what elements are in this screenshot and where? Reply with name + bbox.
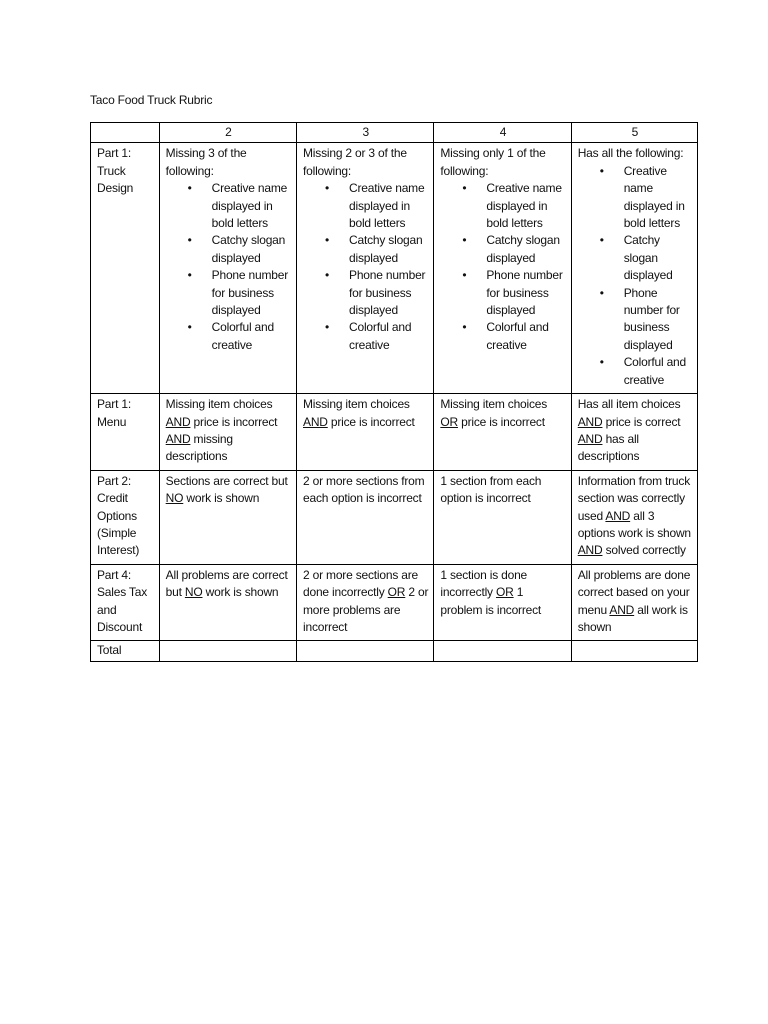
criteria-item xyxy=(166,319,291,354)
criteria-cell xyxy=(434,394,571,471)
bullet-icon: • xyxy=(599,233,604,248)
criteria-item-text: Colorful and creative xyxy=(349,320,412,352)
underlined-keyword: AND xyxy=(577,414,603,429)
criteria-lead: Has all the following: xyxy=(577,146,684,161)
criteria-item-text: Phone number for business displayed xyxy=(211,268,288,318)
header-cell-score-4: 4 xyxy=(434,123,571,143)
criteria-item-text: Creative name displayed in bold letters xyxy=(623,163,685,231)
criteria-text: 1 section is done incorrectly xyxy=(440,567,528,600)
criteria-cell xyxy=(434,564,571,641)
underlined-keyword: AND xyxy=(165,431,191,446)
row-label: Part 2: Credit Options (Simple Interest) xyxy=(91,470,160,564)
criteria-item-text: Colorful and creative xyxy=(211,320,274,352)
criteria-text: 1 problem is incorrect xyxy=(440,585,542,617)
row-label: Part 4: Sales Tax and Discount xyxy=(91,564,160,641)
criteria-text: price is incorrect xyxy=(457,414,545,429)
row-menu xyxy=(91,394,698,471)
criteria-text: solved correctly xyxy=(602,543,686,558)
criteria-item xyxy=(303,319,428,354)
criteria-item xyxy=(440,180,565,232)
row-credit-options xyxy=(91,470,698,564)
bullet-icon: • xyxy=(187,320,192,335)
total-cell-score-2[interactable] xyxy=(159,641,296,661)
criteria-text: 1 section from each option is incorrect xyxy=(440,473,542,506)
criteria-text: 2 or more problems are incorrect xyxy=(303,585,429,634)
criteria-cell xyxy=(571,564,697,641)
criteria-item-text: Phone number for business displayed xyxy=(486,268,563,318)
criteria-text: All problems are correct but xyxy=(165,567,288,600)
criteria-cell xyxy=(571,394,697,471)
criteria-cell xyxy=(159,564,296,641)
criteria-cell xyxy=(571,470,697,564)
criteria-item xyxy=(578,232,692,284)
criteria-text: Missing item choices xyxy=(440,397,548,412)
criteria-cell xyxy=(159,143,296,394)
underlined-keyword: AND xyxy=(605,508,631,523)
criteria-cell xyxy=(434,143,571,394)
criteria-item-text: Catchy slogan displayed xyxy=(623,233,673,283)
bullet-icon: • xyxy=(325,268,330,283)
criteria-cell xyxy=(571,143,697,394)
criteria-cell xyxy=(297,564,434,641)
row-label: Part 1: Truck Design xyxy=(91,143,160,394)
criteria-item-text: Catchy slogan displayed xyxy=(211,233,286,265)
criteria-text: has all descriptions xyxy=(577,431,640,464)
criteria-item xyxy=(303,267,428,319)
criteria-text: missing descriptions xyxy=(165,431,233,464)
criteria-item-text: Phone number for business displayed xyxy=(623,285,680,352)
criteria-cell xyxy=(434,470,571,564)
underlined-keyword: NO xyxy=(165,491,184,506)
criteria-text: Missing item choices xyxy=(303,397,410,412)
bullet-icon: • xyxy=(325,320,330,335)
criteria-list xyxy=(578,163,692,389)
criteria-text: price is incorrect xyxy=(190,414,278,429)
underlined-keyword: AND xyxy=(303,414,328,429)
header-cell-score-2: 2 xyxy=(159,123,296,143)
criteria-lead: Missing 2 or 3 of the following: xyxy=(303,146,407,178)
criteria-list xyxy=(303,180,428,354)
row-truck-design xyxy=(91,143,698,394)
bullet-icon: • xyxy=(325,233,330,248)
criteria-item-text: Phone number for business displayed xyxy=(349,268,426,318)
row-label: Part 1: Menu xyxy=(91,394,160,471)
criteria-item xyxy=(303,232,428,267)
header-row xyxy=(91,123,698,143)
criteria-item-text: Colorful and creative xyxy=(486,320,549,352)
criteria-item xyxy=(166,180,291,232)
criteria-text: price is correct xyxy=(602,414,681,429)
bullet-icon: • xyxy=(187,233,192,248)
bullet-icon: • xyxy=(462,181,467,196)
bullet-icon: • xyxy=(187,181,192,196)
criteria-cell xyxy=(159,470,296,564)
bullet-icon: • xyxy=(187,268,192,283)
criteria-cell xyxy=(159,394,296,471)
total-cell-score-4[interactable] xyxy=(434,641,571,661)
underlined-keyword: AND xyxy=(577,543,603,558)
criteria-text: All problems are done correct based on your menu xyxy=(577,567,691,617)
criteria-text: Information from truck section was correctly used xyxy=(577,473,691,523)
criteria-item-text: Catchy slogan displayed xyxy=(349,233,423,265)
header-cell-score-3: 3 xyxy=(297,123,434,143)
criteria-item xyxy=(440,232,565,267)
document-title: Taco Food Truck Rubric xyxy=(90,93,213,107)
row-total xyxy=(91,641,698,661)
bullet-icon: • xyxy=(325,181,330,196)
criteria-cell xyxy=(297,470,434,564)
criteria-item xyxy=(440,319,565,354)
criteria-item-text: Catchy slogan displayed xyxy=(486,233,560,265)
criteria-item xyxy=(578,163,692,233)
total-label: Total xyxy=(91,641,160,661)
criteria-item-text: Creative name displayed in bold letters xyxy=(349,181,425,231)
criteria-text: Has all item choices xyxy=(577,397,681,412)
underlined-keyword: OR xyxy=(440,414,458,429)
criteria-text: price is incorrect xyxy=(327,414,415,429)
criteria-lead: Missing only 1 of the following: xyxy=(440,146,546,178)
criteria-text: all 3 options work is shown xyxy=(577,508,691,540)
bullet-icon: • xyxy=(599,285,604,300)
criteria-item xyxy=(303,180,428,232)
bullet-icon: • xyxy=(462,233,467,248)
criteria-text: 2 or more sections from each option is incorrect xyxy=(303,473,425,506)
row-sales-tax xyxy=(91,564,698,641)
bullet-icon: • xyxy=(462,320,467,335)
criteria-list xyxy=(440,180,565,354)
criteria-item xyxy=(166,232,291,267)
criteria-text: Missing item choices xyxy=(165,397,273,412)
underlined-keyword: AND xyxy=(165,414,191,429)
header-cell-empty xyxy=(91,123,160,143)
header-cell-score-5: 5 xyxy=(571,123,697,143)
criteria-item xyxy=(578,354,692,389)
criteria-text: work is shown xyxy=(202,585,279,600)
rubric-table xyxy=(90,122,698,662)
underlined-keyword: AND xyxy=(577,431,603,446)
bullet-icon: • xyxy=(462,268,467,283)
criteria-item xyxy=(166,267,291,319)
underlined-keyword: OR xyxy=(387,585,406,600)
bullet-icon: • xyxy=(599,355,604,370)
criteria-lead: Missing 3 of the following: xyxy=(165,146,247,178)
total-cell-score-3[interactable] xyxy=(297,641,434,661)
criteria-text: Sections are correct but xyxy=(165,473,288,488)
criteria-text: 2 or more sections are done incorrectly xyxy=(303,567,419,600)
total-cell-score-5[interactable] xyxy=(571,641,697,661)
criteria-item-text: Colorful and creative xyxy=(623,355,687,387)
bullet-icon: • xyxy=(599,163,604,178)
underlined-keyword: AND xyxy=(609,602,635,617)
criteria-item-text: Creative name displayed in bold letters xyxy=(211,181,288,231)
criteria-list xyxy=(166,180,291,354)
underlined-keyword: NO xyxy=(184,585,203,600)
criteria-item xyxy=(578,285,692,355)
criteria-text: all work is shown xyxy=(577,602,688,634)
criteria-item xyxy=(440,267,565,319)
criteria-cell xyxy=(297,143,434,394)
underlined-keyword: OR xyxy=(495,585,514,600)
criteria-item-text: Creative name displayed in bold letters xyxy=(486,181,562,231)
criteria-cell xyxy=(297,394,434,471)
criteria-text: work is shown xyxy=(183,491,260,506)
